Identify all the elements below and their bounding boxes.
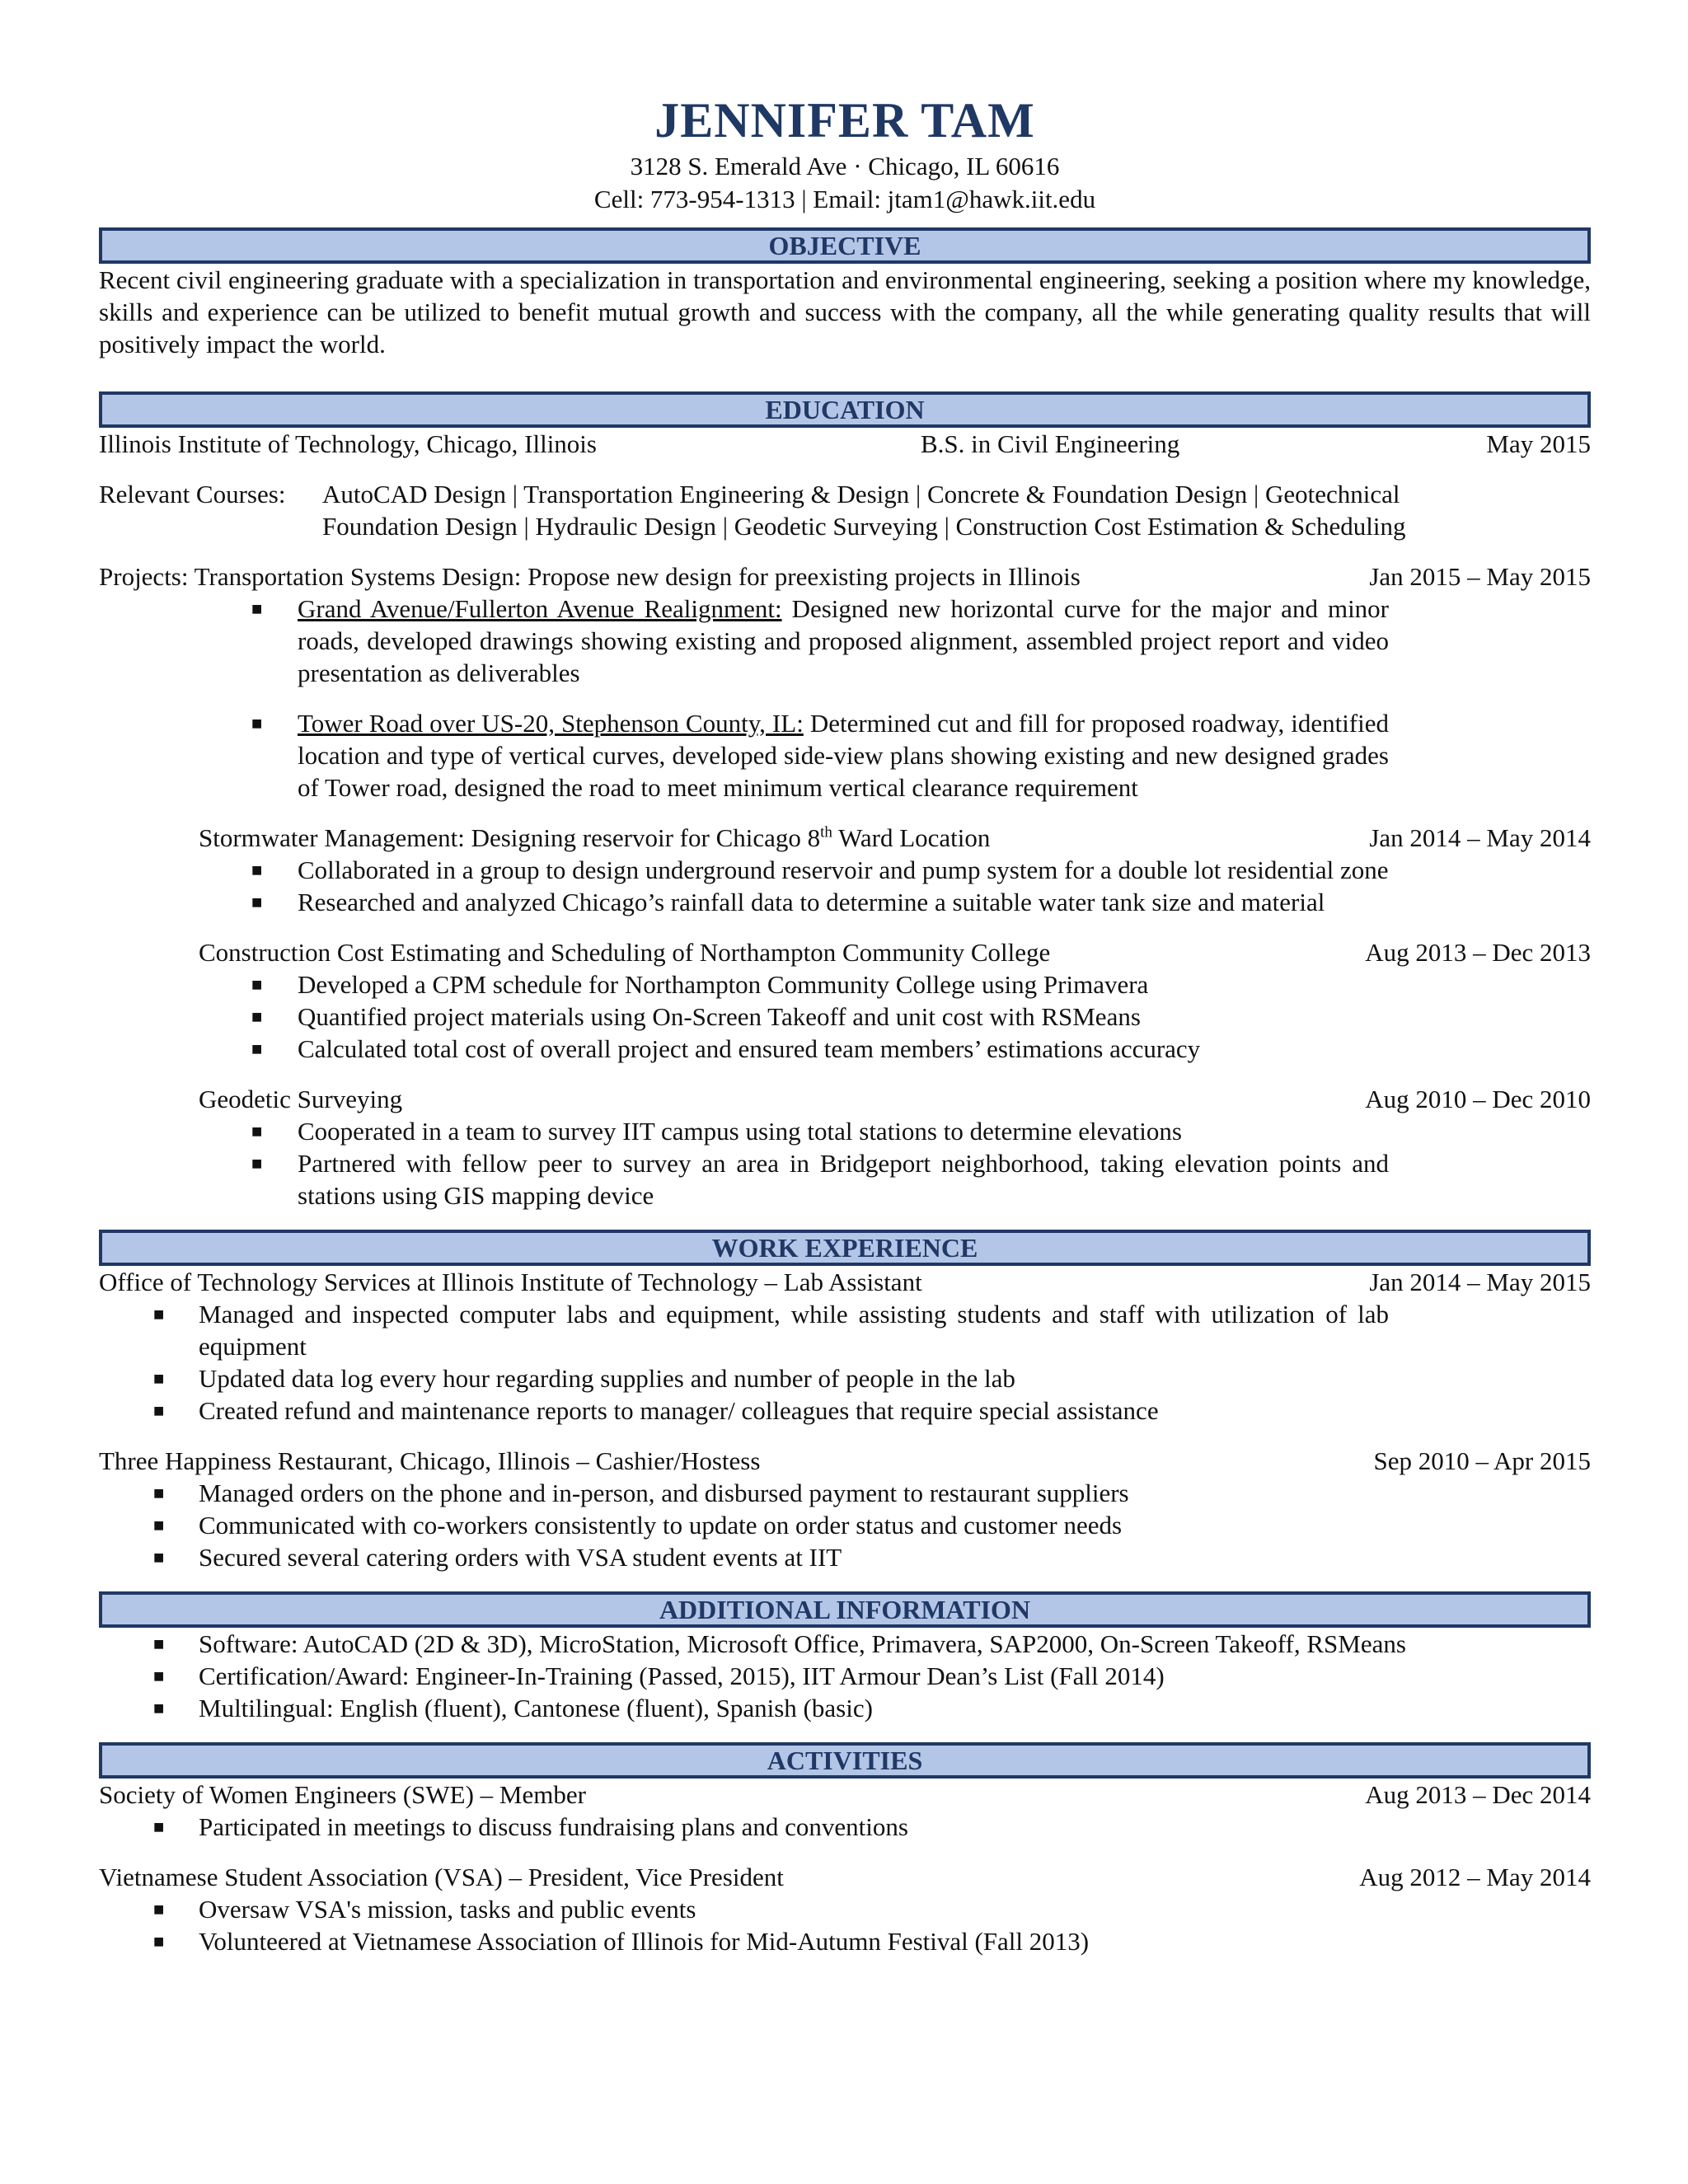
job-date: Sep 2010 – Apr 2015 bbox=[1373, 1446, 1591, 1475]
bullet-icon: ■ bbox=[251, 1153, 263, 1174]
project-bullets bbox=[99, 968, 1591, 1065]
list-item: ■ Collaborated in a group to design underground reservoir and pump system for a double lot residential zone bbox=[251, 855, 1389, 884]
list-item: ■ Developed a CPM schedule for Northampton Community College using Primavera bbox=[251, 970, 1149, 999]
list-item: ■ Calculated total cost of overall project and ensured team members’ estimations accuracy bbox=[251, 1034, 1201, 1063]
activity-bullets bbox=[99, 1811, 1591, 1843]
bullet-icon: ■ bbox=[153, 1547, 165, 1568]
list-item: ■ Software: AutoCAD (2D & 3D), MicroStation, Microsoft Office, Primavera, SAP2000, On-Screen Takeoff, RSMeans bbox=[153, 1629, 1406, 1658]
candidate-name: JENNIFER TAM bbox=[654, 93, 1035, 148]
project-title: Construction Cost Estimating and Scheduling of Northampton Community College bbox=[199, 938, 1051, 967]
project-title: Projects: Transportation Systems Design: Propose new design for preexisting projects in Illinois bbox=[99, 562, 1081, 591]
list-item: ■ Communicated with co-workers consistently to update on order status and customer needs bbox=[153, 1511, 1123, 1540]
courses-line-2: Foundation Design | Hydraulic Design | Geodetic Surveying | Construction Cost Estimation & Scheduling bbox=[322, 512, 1406, 541]
bullet-icon: ■ bbox=[251, 892, 263, 912]
activity-date: Aug 2012 – May 2014 bbox=[1359, 1863, 1591, 1891]
activities-heading: ACTIVITIES bbox=[99, 1742, 1591, 1779]
list-item: ■ Certification/Award: Engineer-In-Training (Passed, 2015), IIT Armour Dean’s List (Fall 2014) bbox=[153, 1661, 1165, 1690]
resume-page bbox=[99, 91, 1591, 1957]
activity-row bbox=[99, 1779, 1591, 1811]
list-item: ■ Managed orders on the phone and in-person, and disbursed payment to restaurant suppliers bbox=[153, 1479, 1129, 1507]
activity-row bbox=[99, 1861, 1591, 1893]
bullet-icon: ■ bbox=[251, 1038, 263, 1059]
list-item bbox=[99, 707, 1389, 804]
list-item: ■ Multilingual: English (fluent), Cantonese (fluent), Spanish (basic) bbox=[153, 1694, 873, 1722]
address: 3128 S. Emerald Ave · Chicago, IL 60616 bbox=[630, 152, 1060, 180]
project-row bbox=[99, 936, 1591, 968]
job-row bbox=[99, 1445, 1591, 1477]
job-title: Office of Technology Services at Illinois Institute of Technology – Lab Assistant bbox=[99, 1268, 922, 1296]
bullet-text: Designed new horizontal curve for the major and minor roads, developed drawings showing existing and proposed alignment, assembled project report and video presentation as deliverables bbox=[298, 594, 1389, 687]
bullet-icon: ■ bbox=[153, 1931, 165, 1952]
activity-title: Society of Women Engineers (SWE) – Member bbox=[99, 1780, 586, 1809]
job-title: Three Happiness Restaurant, Chicago, Illinois – Cashier/Hostess bbox=[99, 1446, 761, 1475]
courses-line-1: AutoCAD Design | Transportation Engineering & Design | Concrete & Foundation Design | Geotechnical bbox=[322, 480, 1400, 509]
job-bullets bbox=[99, 1298, 1591, 1427]
bullet-icon: ■ bbox=[153, 1698, 165, 1718]
additional-info-heading: ADDITIONAL INFORMATION bbox=[99, 1591, 1591, 1628]
bullet-lead: Grand Avenue/Fullerton Avenue Realignment: bbox=[298, 594, 782, 623]
list-item: ■ Volunteered at Vietnamese Association of Illinois for Mid-Autumn Festival (Fall 2013) bbox=[153, 1927, 1090, 1956]
project-row bbox=[99, 560, 1591, 593]
activity-bullets bbox=[99, 1893, 1591, 1957]
bullet-icon: ■ bbox=[251, 860, 263, 880]
list-item: ■ Created refund and maintenance reports to manager/ colleagues that require special assistance bbox=[153, 1396, 1159, 1425]
bullet-icon: ■ bbox=[153, 1368, 165, 1389]
project-title: Stormwater Management: Designing reservoir for Chicago 8th Ward Location bbox=[199, 823, 991, 852]
list-item: ■ Secured several catering orders with VSA student events at IIT bbox=[153, 1543, 842, 1572]
graduation-date: May 2015 bbox=[1486, 429, 1591, 458]
degree: B.S. in Civil Engineering bbox=[921, 429, 1180, 458]
project-title: Geodetic Surveying bbox=[199, 1085, 403, 1113]
project-date: Aug 2013 – Dec 2013 bbox=[1365, 938, 1591, 967]
school: Illinois Institute of Technology, Chicago, Illinois bbox=[99, 429, 597, 458]
list-item: ■ Partnered with fellow peer to survey an area in Bridgeport neighborhood, taking elevation points and stations using GIS mapping device bbox=[251, 1149, 1389, 1210]
bullet-icon: ■ bbox=[251, 713, 263, 733]
work-experience-heading: WORK EXPERIENCE bbox=[99, 1230, 1591, 1266]
bullet-text: Determined cut and fill for proposed roadway, identified location and type of vertical curves, developed side-view plans showing existing and new designed grades of Tower road, designed the road to meet minimum vertical clearance requirement bbox=[298, 709, 1390, 802]
bullet-icon: ■ bbox=[251, 1121, 263, 1141]
list-item: ■ Researched and analyzed Chicago’s rainfall data to determine a suitable water tank size and material bbox=[251, 888, 1325, 916]
bullet-icon: ■ bbox=[153, 1515, 165, 1535]
objective-heading: OBJECTIVE bbox=[99, 227, 1591, 264]
bullet-icon: ■ bbox=[251, 598, 263, 619]
project-date: Jan 2015 – May 2015 bbox=[1369, 562, 1591, 591]
job-date: Jan 2014 – May 2015 bbox=[1369, 1268, 1591, 1296]
activity-title: Vietnamese Student Association (VSA) – President, Vice President bbox=[99, 1863, 784, 1891]
objective-text: Recent civil engineering graduate with a specialization in transportation and environmental engineering, seeking a position where my knowledge, skills and experience can be utilized to benefit mutual growth and success with the company, all the while generating quality results that will positively impact the world. bbox=[99, 265, 1591, 359]
bullet-icon: ■ bbox=[153, 1483, 165, 1503]
project-bullets bbox=[99, 593, 1591, 804]
bullet-icon: ■ bbox=[251, 974, 263, 995]
bullet-lead: Tower Road over US-20, Stephenson County, IL: bbox=[298, 709, 804, 738]
education-row bbox=[99, 428, 1591, 460]
project-date: Jan 2014 – May 2014 bbox=[1369, 823, 1591, 852]
project-row bbox=[99, 822, 1591, 854]
bullet-icon: ■ bbox=[153, 1304, 165, 1324]
additional-bullets bbox=[99, 1628, 1591, 1724]
list-item: ■ Managed and inspected computer labs and equipment, while assisting students and staff with utilization of lab equipment bbox=[153, 1300, 1389, 1361]
bullet-icon: ■ bbox=[153, 1400, 165, 1421]
education-heading: EDUCATION bbox=[99, 391, 1591, 428]
activity-date: Aug 2013 – Dec 2014 bbox=[1365, 1780, 1591, 1809]
relevant-courses bbox=[99, 478, 1591, 542]
project-date: Aug 2010 – Dec 2010 bbox=[1365, 1085, 1591, 1113]
bullet-icon: ■ bbox=[153, 1666, 165, 1686]
bullet-icon: ■ bbox=[153, 1633, 165, 1654]
job-row bbox=[99, 1266, 1591, 1298]
list-item: ■ Quantified project materials using On-Screen Takeoff and unit cost with RSMeans bbox=[251, 1002, 1141, 1031]
project-bullets bbox=[99, 1115, 1591, 1212]
phone-email: Cell: 773-954-1313 | Email: jtam1@hawk.iit.edu bbox=[593, 185, 1096, 213]
bullet-icon: ■ bbox=[153, 1899, 165, 1919]
courses-label: Relevant Courses: bbox=[99, 480, 286, 509]
list-item: ■ Oversaw VSA's mission, tasks and public events bbox=[153, 1895, 696, 1924]
bullet-icon: ■ bbox=[251, 1006, 263, 1027]
list-item: ■ Participated in meetings to discuss fundraising plans and conventions bbox=[153, 1812, 908, 1841]
list-item: ■ Updated data log every hour regarding supplies and number of people in the lab bbox=[153, 1364, 1015, 1393]
list-item: ■ Cooperated in a team to survey IIT campus using total stations to determine elevations bbox=[251, 1117, 1182, 1146]
list-item bbox=[99, 593, 1389, 689]
bullet-icon: ■ bbox=[153, 1816, 165, 1837]
project-row bbox=[99, 1083, 1591, 1115]
project-bullets bbox=[99, 854, 1591, 918]
job-bullets bbox=[99, 1477, 1591, 1573]
